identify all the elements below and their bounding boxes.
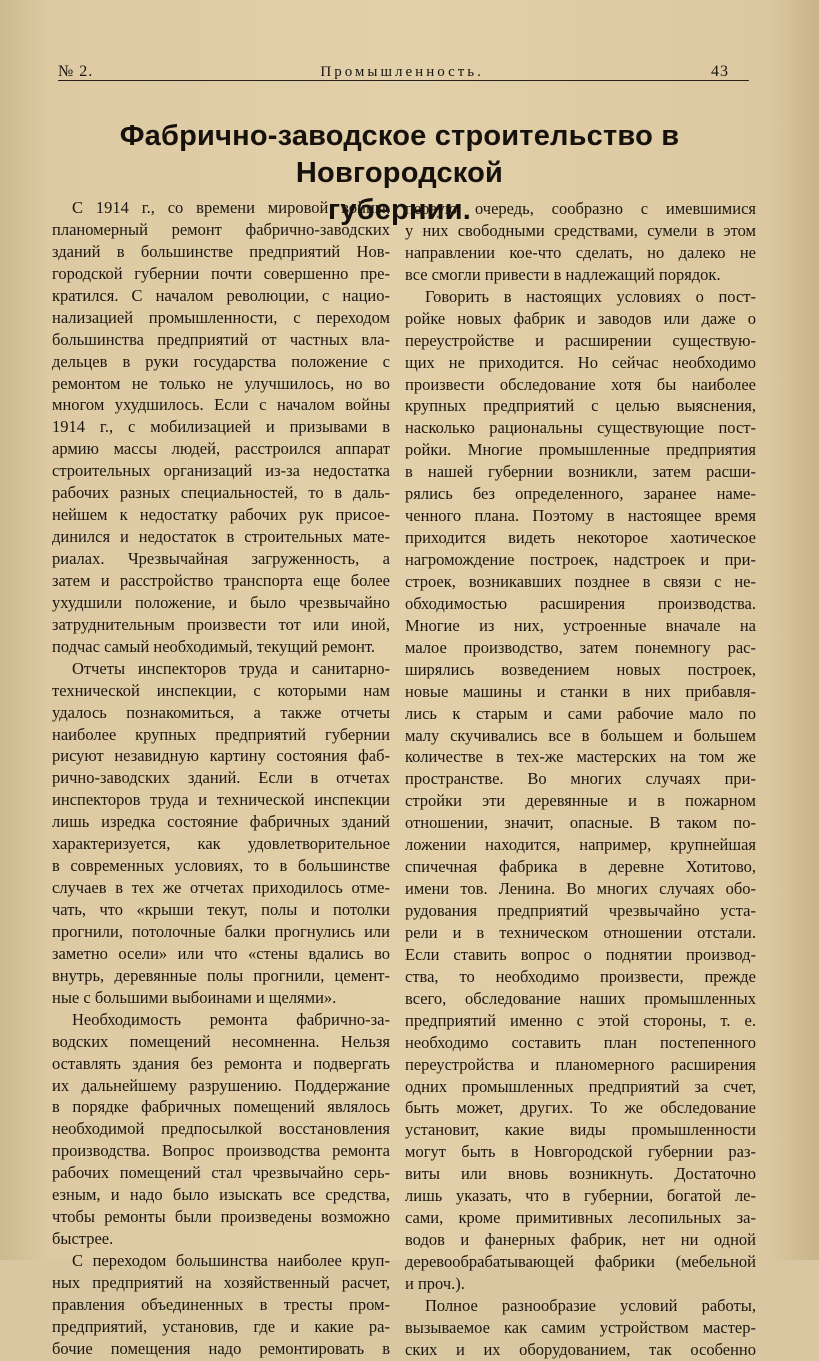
journal-title: Промышленность. xyxy=(320,64,484,80)
text-line: в современных условиях, то в большинстве xyxy=(52,856,390,876)
article-title-line-1: Фабрично-заводское строительство в Новгородской xyxy=(119,120,680,189)
text-line: ширялись возведением новых построек, xyxy=(405,659,756,679)
text-line: случаев в тех же отчетах приходилось отме- xyxy=(52,878,390,898)
text-line: быть может, других. То же обследование xyxy=(405,1098,756,1118)
text-line: рабочих разных специальностей, то в даль- xyxy=(52,483,390,503)
issue-number: № 2. xyxy=(58,63,94,80)
text-line: ных предприятий на хозяйственный расчет, xyxy=(52,1272,390,1292)
text-line: нейшем к недостатку рабочих рук присое- xyxy=(52,505,390,525)
text-line: Отчеты инспекторов труда и санитарно- xyxy=(72,658,390,678)
text-line: и проч.). xyxy=(405,1273,465,1293)
text-line: виты или вновь возникнуть. Достаточно xyxy=(405,1164,756,1184)
text-line: вызываемое как самим устройством мастер- xyxy=(405,1317,756,1337)
text-line: армию массы людей, расстроился аппарат xyxy=(52,439,390,459)
text-line: количестве в тех-же мастерских на том же xyxy=(405,747,756,767)
text-line: деревообрабатывающей фабрики (мебельной xyxy=(405,1252,756,1271)
text-line: Говорить в настоящих условиях о пост- xyxy=(425,286,756,306)
text-line: ложении находится, например, крупнейшая xyxy=(405,835,756,855)
text-line: новые машины и станки в них прибавля- xyxy=(405,681,756,701)
text-line: насколько рациональны существующие пост- xyxy=(405,418,756,438)
text-line: в порядке фабричных помещений являлось xyxy=(52,1097,390,1117)
page-number: 43 xyxy=(711,63,729,80)
text-line: затруднительным произвести тот или иной, xyxy=(52,614,390,634)
text-line: Многие из них, устроенные вначале на xyxy=(405,615,756,635)
text-line: малое производство, затем понемногу рас- xyxy=(405,637,756,657)
text-line: пространстве. Во многих случаях при- xyxy=(405,769,756,789)
text-line: у них свободными средствами, сумели в этом xyxy=(405,220,756,240)
text-line: лишь изредка состояние фабричных зданий xyxy=(52,812,390,832)
text-line: направлении кое-что сделать, но далеко не xyxy=(405,242,756,262)
text-line: рабочих помещений стал чрезвычайно серь- xyxy=(52,1163,390,1183)
text-line: ремонтом не только не улучшилось, но во xyxy=(52,373,390,393)
text-line: прогнили, потолочные балки прогнулись или xyxy=(52,921,390,941)
text-line: большинства предприятий от частных вла- xyxy=(52,329,390,349)
text-line: производства. Вопрос производства ремонта xyxy=(52,1141,390,1161)
text-line: ских и их оборудованием, так особенно xyxy=(405,1339,756,1359)
text-line: ные с большими выбоинами и щелями». xyxy=(52,987,337,1007)
text-line: динился и недостаток в строительных мате- xyxy=(52,527,390,547)
text-line: оставлять здания без ремонта и подвергать xyxy=(52,1053,390,1073)
text-line: щих не приходится. Но сейчас необходимо xyxy=(405,352,756,372)
text-line: ухудшили положение, и было чрезвычайно xyxy=(52,592,390,612)
right-text-column xyxy=(405,198,756,1361)
text-line: нагромождение построек, надстроек и при- xyxy=(405,550,756,569)
text-line: лишь указать, что в губернии, богатой ле- xyxy=(405,1186,756,1206)
text-line: Если ставить вопрос о поднятии производ- xyxy=(405,944,756,964)
text-line: подчас самый необходимый, текущий ремонт. xyxy=(52,636,376,656)
text-line: всего, обследование наших промышленных xyxy=(405,988,756,1008)
text-line: строек, возникавших позднее в связи с не- xyxy=(405,571,756,591)
text-line: кратился. С началом революции, с нацио- xyxy=(52,285,390,305)
text-line: первую очередь, сообразно с имевшимися xyxy=(405,199,756,218)
text-line: рично-заводских зданий. Если в отчетах xyxy=(52,768,390,788)
running-head xyxy=(58,55,729,81)
text-line: С переходом большинства наиболее круп- xyxy=(72,1251,390,1270)
text-line: рисуют незавидную картину состояния фаб- xyxy=(52,746,390,766)
text-line: рели и в техническом отношении отстали. xyxy=(405,922,756,942)
text-line: произвести обследование хотя бы наиболее xyxy=(405,374,756,394)
text-line: отношении, значит, опасные. В таком по- xyxy=(405,813,756,833)
text-line: бочие помещения надо ремонтировать в xyxy=(52,1338,390,1358)
text-line: Необходимость ремонта фабрично-за- xyxy=(72,1009,390,1029)
text-line: малу скучивались все в большем и большем xyxy=(405,725,756,745)
text-line: предприятий именно с этой стороны, т. е. xyxy=(405,1010,756,1030)
header-divider xyxy=(58,80,749,81)
text-line: риалах. Чрезвычайная загруженность, а xyxy=(52,549,390,568)
text-line: правления объединенных в тресты пром- xyxy=(52,1294,390,1314)
text-line: зданий в большинстве предприятий Нов- xyxy=(52,241,390,261)
text-line: обходимостью расширения производства. xyxy=(405,593,756,613)
text-line: установит, какие виды промышленности xyxy=(405,1120,756,1140)
text-line: ройки. Многие промышленные предприятия xyxy=(405,440,756,460)
text-line: характеризуется, как удовлетворительное xyxy=(52,834,390,854)
text-line: имени тов. Ленина. Во многих случаях обо- xyxy=(405,879,756,899)
text-line: нализацией промышленности, с переходом xyxy=(52,307,390,327)
text-line: быстрее. xyxy=(52,1229,114,1249)
text-line: стройки эти деревянные и в пожарном xyxy=(405,791,756,811)
text-line: рялись без определенного, заранее наме- xyxy=(405,484,756,504)
text-line: ства, то необходимо произвести, прежде xyxy=(405,966,756,986)
text-line: водских помещений несомненна. Нельзя xyxy=(52,1031,390,1051)
text-line: городской губернии почти совершенно пре- xyxy=(52,263,390,283)
text-line: внутрь, деревянные полы прогнили, цемент- xyxy=(52,965,390,985)
text-line: затем и расстройство транспорта еще более xyxy=(52,570,390,590)
text-line: С 1914 г., со времени мировой войны, xyxy=(72,198,390,217)
text-line: крупных предприятий с целью выяснения, xyxy=(405,396,756,416)
text-line: водов и фанерных фабрик, нет ни одной xyxy=(405,1230,756,1250)
text-line: одних промышленных предприятий за счет, xyxy=(405,1076,756,1096)
text-line: 1914 г., с мобилизацией и призывами в xyxy=(52,417,390,437)
text-line: в нашей губернии возникли, затем расши- xyxy=(405,462,756,482)
text-line: заметно осели» или что «стены вдались во xyxy=(52,943,390,963)
text-line: их дальнейшему разрушению. Поддержание xyxy=(52,1075,390,1095)
text-line: ченного плана. Поэтому в настоящее время xyxy=(405,506,756,526)
text-line: переустройстве и расширении существую- xyxy=(405,330,756,350)
text-line: езным, и надо было изыскать все средства, xyxy=(52,1185,390,1205)
text-line: инспекторов труда и технической инспекции xyxy=(52,790,390,810)
article-title-line-2: губернии. xyxy=(328,194,471,226)
text-line: необходимой предпосылкой восстановления xyxy=(52,1119,390,1139)
text-line: планомерный ремонт фабрично-заводских xyxy=(52,219,390,239)
text-line: приходится видеть некоторое хаотическое xyxy=(405,528,756,548)
text-line: наиболее крупных предприятий губернии xyxy=(52,724,390,744)
text-line: могут быть в Новгородской губернии раз- xyxy=(405,1142,756,1162)
text-line: технической инспекции, с которыми нам xyxy=(52,680,390,700)
left-text-column xyxy=(52,197,390,1360)
text-line: спичечная фабрика в деревне Хотитово, xyxy=(405,857,756,877)
text-line: чтобы ремонты были произведены возможно xyxy=(52,1207,390,1227)
text-line: удалось познакомиться, а также отчеты xyxy=(52,702,390,722)
text-line: Полное разнообразие условий работы, xyxy=(425,1295,756,1315)
text-line: дельцев в руки государства положение с xyxy=(52,351,390,371)
text-line: ройке новых фабрик и заводов или даже о xyxy=(405,308,756,328)
text-line: рудования предприятий чрезвычайно уста- xyxy=(405,901,756,920)
text-line: строительных организаций из-за недостатка xyxy=(52,461,390,481)
text-line: переустройства и планомерного расширения xyxy=(405,1054,756,1074)
text-line: многом ухудшилось. Если с началом войны xyxy=(52,395,390,415)
text-line: чать, что «крыши текут, полы и потолки xyxy=(52,900,390,919)
text-line: предприятий, установив, где и какие ра- xyxy=(52,1316,390,1336)
text-line: сами, кроме примитивных лесопильных за- xyxy=(405,1208,756,1228)
text-line: все смогли привести в надлежащий порядок. xyxy=(405,264,721,284)
text-line: лись к старым и сами рабочие мало по xyxy=(405,703,756,723)
text-line: необходимо составить план постепенного xyxy=(405,1032,756,1052)
